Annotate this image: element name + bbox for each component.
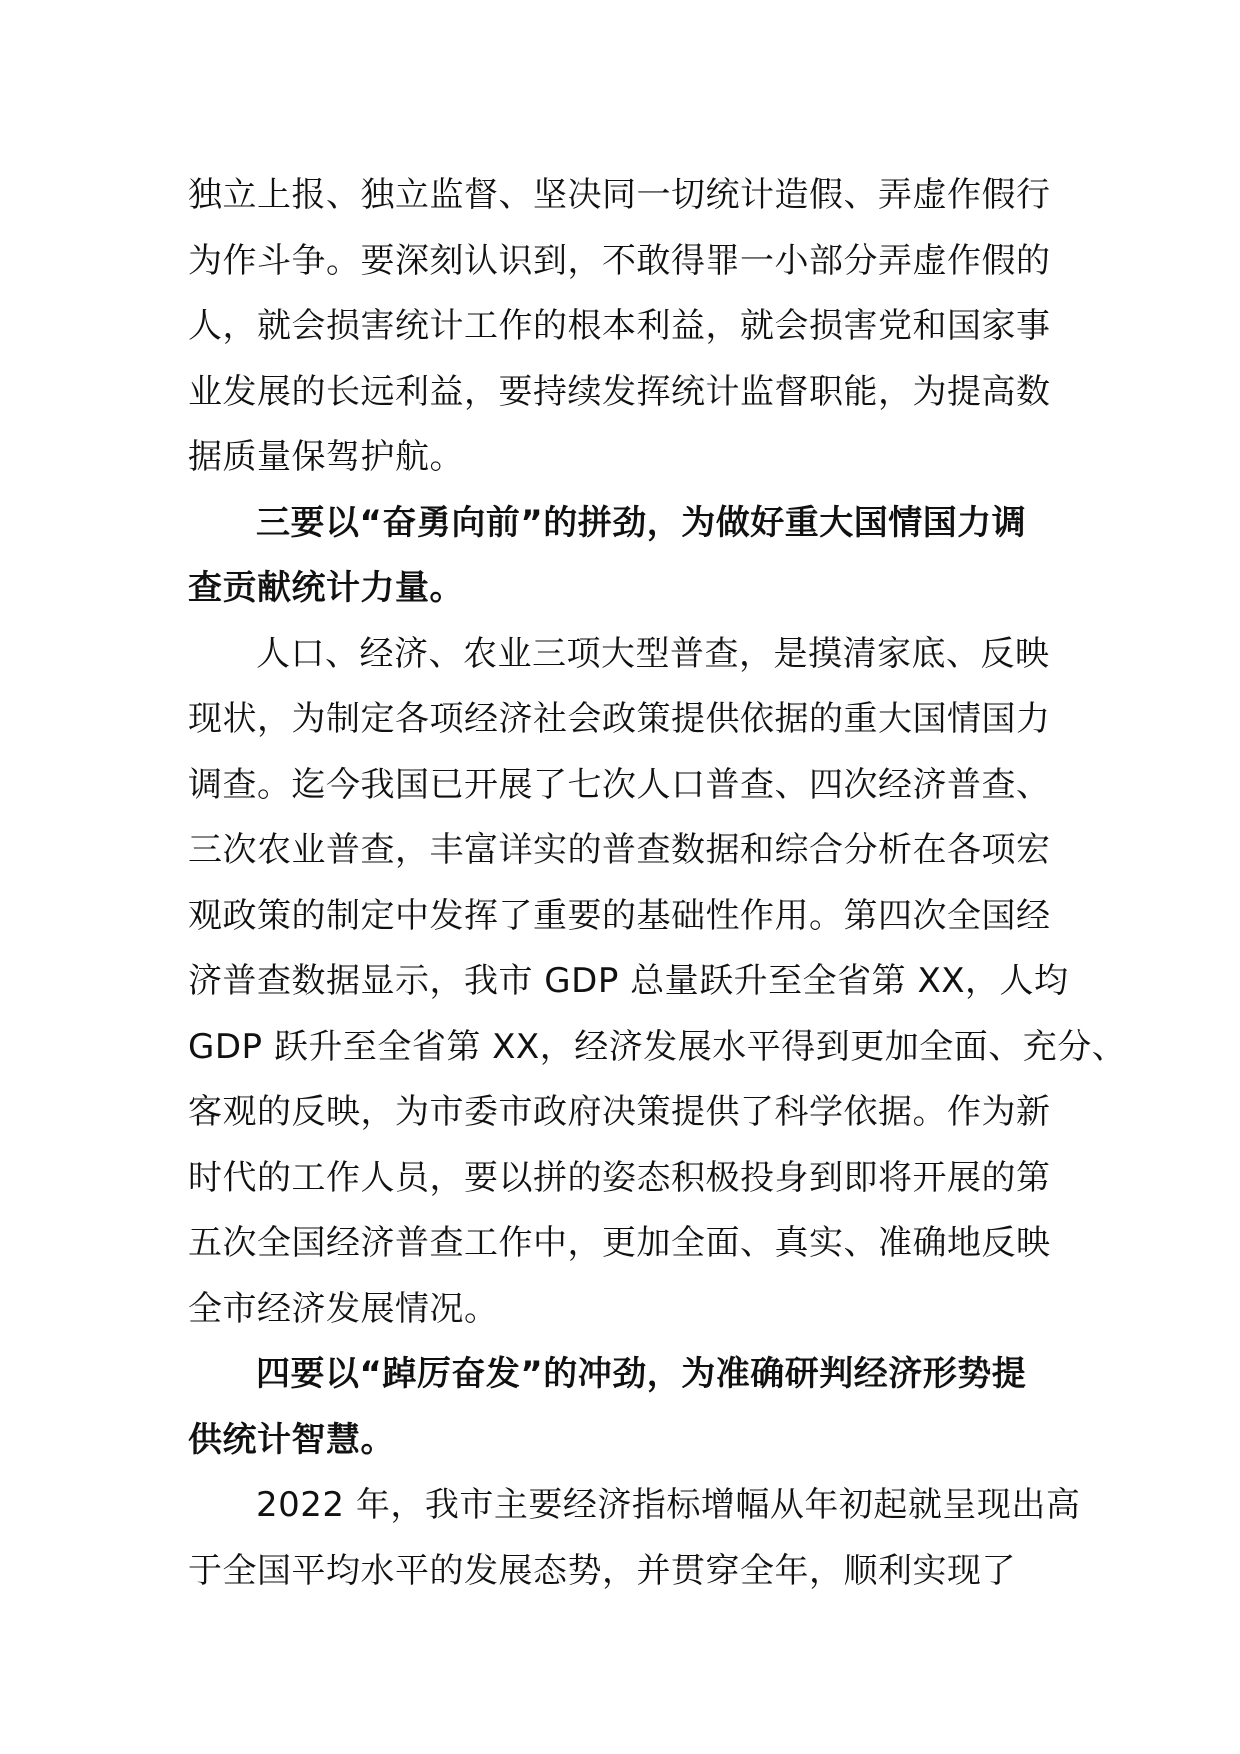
document-body	[188, 163, 1127, 1604]
paragraph-line: 济普查数据显示，我市 GDP 总量跃升至全省第 XX，人均	[188, 961, 1069, 1001]
paragraph-line: 现状，为制定各项经济社会政策提供依据的重大国情国力	[188, 699, 1051, 739]
section-heading-line: 三要以“奋勇向前”的拼劲，为做好重大国情国力调	[256, 502, 1027, 543]
paragraph-line: 人，就会损害统计工作的根本利益，就会损害党和国家事	[188, 306, 1051, 346]
paragraph-line: 观政策的制定中发挥了重要的基础性作用。第四次全国经	[188, 895, 1051, 936]
paragraph-line: 为作斗争。要深刻认识到，不敢得罪一小部分弄虚作假的	[188, 240, 1051, 281]
paragraph-line: 2022 年，我市主要经济指标增幅从年初起就呈现出高	[256, 1485, 1081, 1525]
paragraph-line: 于全国平均水平的发展态势，并贯穿全年，顺利实现了	[188, 1550, 1016, 1591]
paragraph-line: 五次全国经济普查工作中，更加全面、真实、准确地反映	[188, 1223, 1051, 1263]
paragraph-line: 客观的反映，为市委市政府决策提供了科学依据。作为新	[188, 1092, 1051, 1132]
paragraph-line: 时代的工作人员，要以拼的姿态积极投身到即将开展的第	[188, 1157, 1051, 1198]
paragraph-line: 据质量保驾护航。	[188, 437, 464, 477]
paragraph-line: 调查。迄今我国已开展了七次人口普查、四次经济普查、	[188, 764, 1051, 805]
section-heading-line: 查贡献统计力量。	[188, 568, 464, 608]
paragraph-line: 独立上报、独立监督、坚决同一切统计造假、弄虚作假行	[188, 175, 1051, 215]
section-heading-line: 供统计智慧。	[188, 1419, 395, 1460]
paragraph-line: 三次农业普查，丰富详实的普查数据和综合分析在各项宏	[188, 830, 1051, 870]
section-heading-line: 四要以“踔厉奋发”的冲劲，为准确研判经济形势提	[256, 1354, 1027, 1394]
paragraph-line: 全市经济发展情况。	[188, 1288, 499, 1329]
paragraph-line: GDP 跃升至全省第 XX，经济发展水平得到更加全面、充分、	[188, 1026, 1127, 1067]
paragraph-line: 业发展的长远利益，要持续发挥统计监督职能，为提高数	[188, 371, 1051, 412]
paragraph-line: 人口、经济、农业三项大型普查，是摸清家底、反映	[256, 633, 1050, 674]
